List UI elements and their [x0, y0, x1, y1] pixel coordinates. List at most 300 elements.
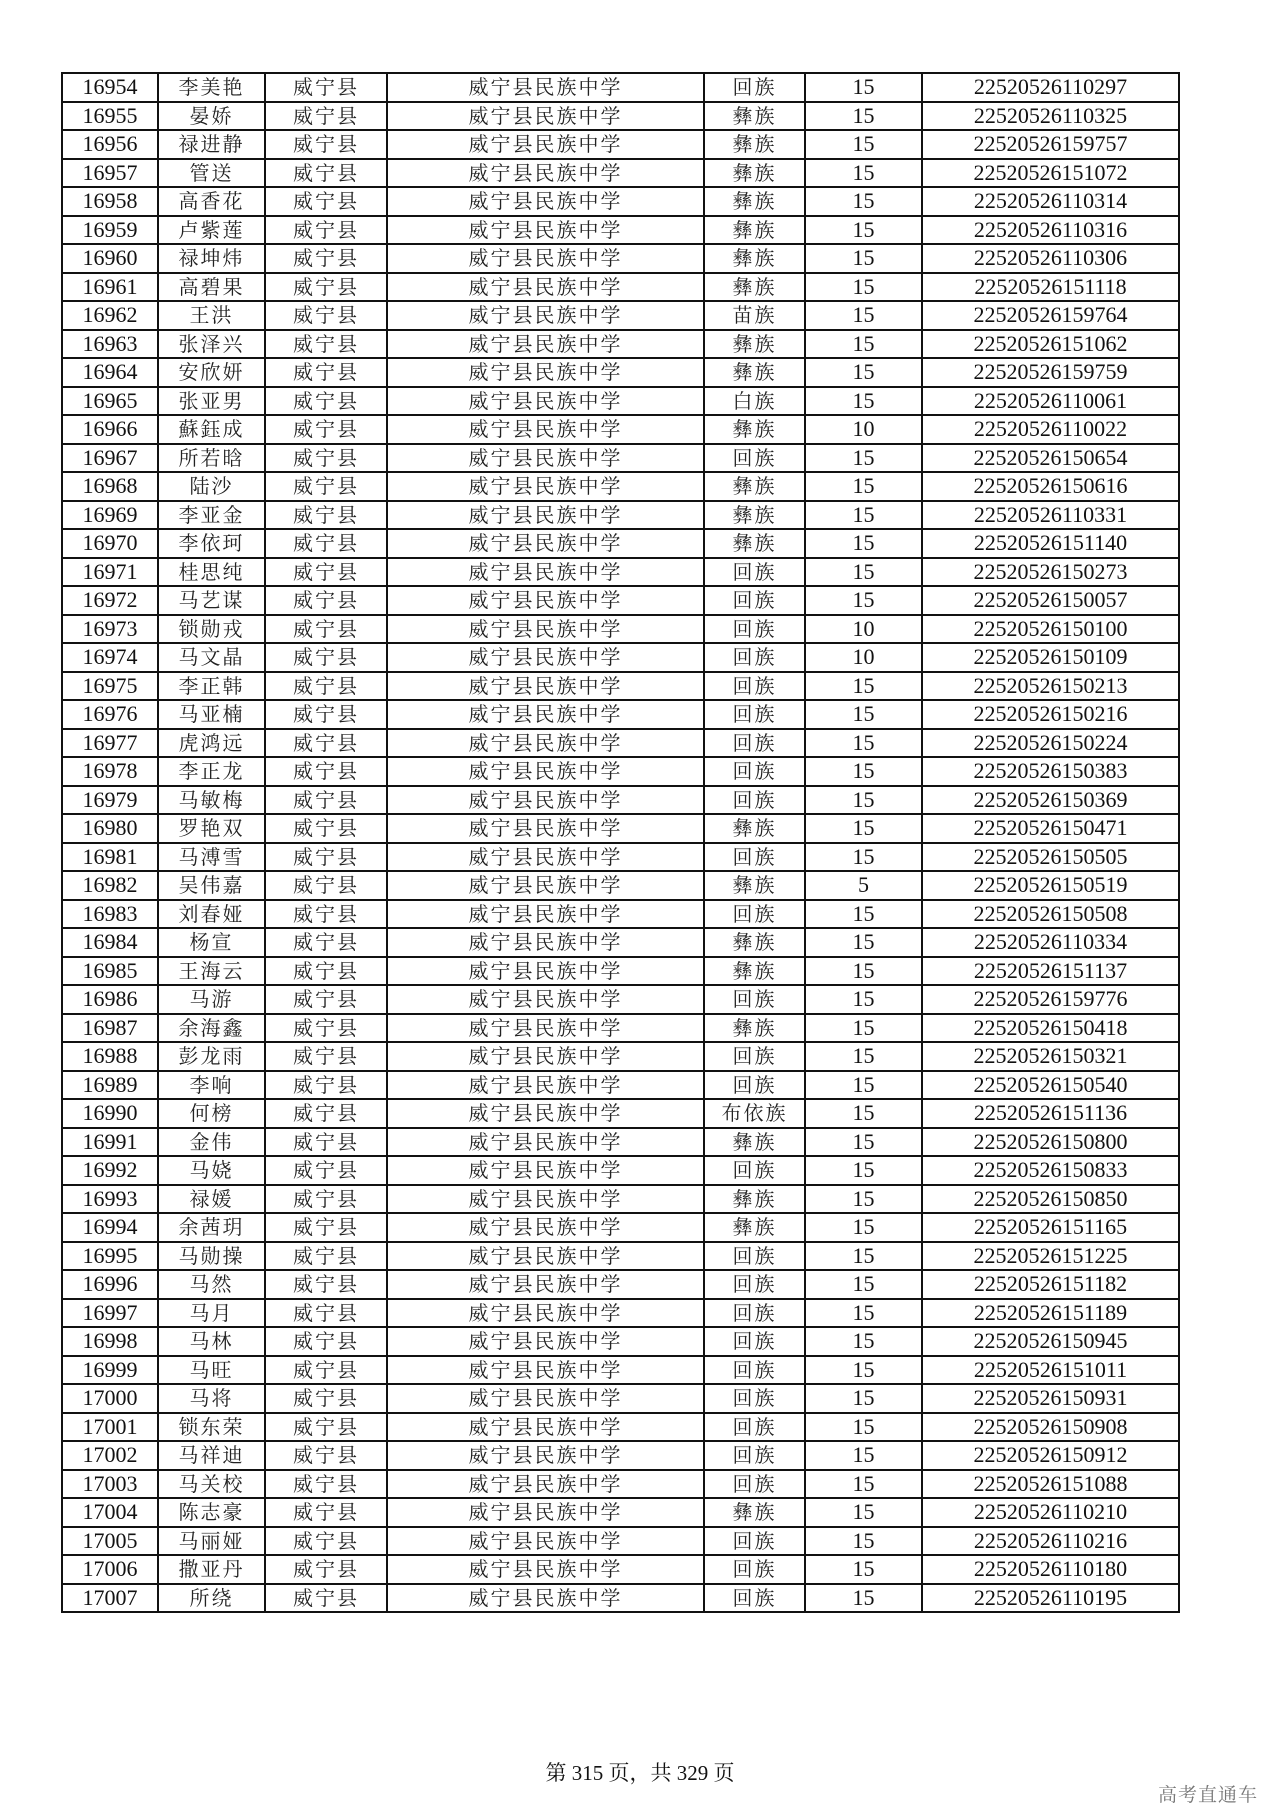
cell-eth: 回族 [704, 1441, 805, 1470]
cell-county: 威宁县 [265, 529, 387, 558]
cell-school: 威宁县民族中学 [387, 1527, 704, 1556]
cell-exam-id: 22520526151189 [922, 1299, 1179, 1328]
cell-name: 马艺谋 [158, 586, 265, 615]
cell-seq: 16983 [62, 900, 158, 929]
cell-county: 威宁县 [265, 1584, 387, 1613]
cell-score: 10 [805, 643, 922, 672]
cell-county: 威宁县 [265, 1498, 387, 1527]
table-row [62, 1213, 1179, 1242]
cell-school: 威宁县民族中学 [387, 700, 704, 729]
cell-exam-id: 22520526151118 [922, 273, 1179, 302]
cell-seq: 16987 [62, 1014, 158, 1043]
cell-seq: 16956 [62, 130, 158, 159]
cell-exam-id: 22520526150931 [922, 1384, 1179, 1413]
cell-score: 15 [805, 700, 922, 729]
cell-county: 威宁县 [265, 415, 387, 444]
cell-eth: 彝族 [704, 1014, 805, 1043]
cell-name: 马丽娅 [158, 1527, 265, 1556]
cell-name: 张泽兴 [158, 330, 265, 359]
table-row [62, 1014, 1179, 1043]
cell-seq: 16978 [62, 757, 158, 786]
roster-table-body [62, 73, 1179, 1612]
table-row [62, 501, 1179, 530]
cell-seq: 16995 [62, 1242, 158, 1271]
cell-seq: 16975 [62, 672, 158, 701]
cell-score: 15 [805, 187, 922, 216]
table-row [62, 700, 1179, 729]
cell-county: 威宁县 [265, 1555, 387, 1584]
cell-eth: 回族 [704, 1356, 805, 1385]
cell-seq: 16997 [62, 1299, 158, 1328]
cell-eth: 回族 [704, 843, 805, 872]
cell-county: 威宁县 [265, 985, 387, 1014]
cell-county: 威宁县 [265, 387, 387, 416]
table-row [62, 814, 1179, 843]
cell-score: 15 [805, 957, 922, 986]
table-row [62, 1527, 1179, 1556]
cell-name: 高香花 [158, 187, 265, 216]
cell-school: 威宁县民族中学 [387, 1099, 704, 1128]
cell-exam-id: 22520526151225 [922, 1242, 1179, 1271]
cell-eth: 回族 [704, 1470, 805, 1499]
cell-county: 威宁县 [265, 102, 387, 131]
cell-school: 威宁县民族中学 [387, 843, 704, 872]
cell-name: 吴伟嘉 [158, 871, 265, 900]
cell-county: 威宁县 [265, 558, 387, 587]
cell-name: 马游 [158, 985, 265, 1014]
table-row [62, 672, 1179, 701]
cell-eth: 回族 [704, 73, 805, 102]
cell-score: 15 [805, 757, 922, 786]
cell-score: 15 [805, 1584, 922, 1613]
cell-score: 15 [805, 672, 922, 701]
cell-exam-id: 22520526151136 [922, 1099, 1179, 1128]
cell-eth: 彝族 [704, 529, 805, 558]
cell-name: 李响 [158, 1071, 265, 1100]
cell-school: 威宁县民族中学 [387, 273, 704, 302]
cell-county: 威宁县 [265, 159, 387, 188]
cell-school: 威宁县民族中学 [387, 672, 704, 701]
cell-school: 威宁县民族中学 [387, 444, 704, 473]
cell-school: 威宁县民族中学 [387, 643, 704, 672]
cell-score: 15 [805, 786, 922, 815]
cell-name: 李亚金 [158, 501, 265, 530]
cell-exam-id: 22520526150616 [922, 472, 1179, 501]
cell-score: 15 [805, 244, 922, 273]
table-row [62, 615, 1179, 644]
cell-seq: 16972 [62, 586, 158, 615]
cell-school: 威宁县民族中学 [387, 415, 704, 444]
cell-eth: 彝族 [704, 957, 805, 986]
cell-school: 威宁县民族中学 [387, 1156, 704, 1185]
cell-score: 15 [805, 1156, 922, 1185]
cell-seq: 16989 [62, 1071, 158, 1100]
cell-seq: 16986 [62, 985, 158, 1014]
cell-county: 威宁县 [265, 700, 387, 729]
table-row [62, 187, 1179, 216]
cell-county: 威宁县 [265, 1242, 387, 1271]
table-row [62, 757, 1179, 786]
cell-school: 威宁县民族中学 [387, 1042, 704, 1071]
table-row [62, 387, 1179, 416]
cell-exam-id: 22520526151165 [922, 1213, 1179, 1242]
cell-score: 15 [805, 1185, 922, 1214]
cell-county: 威宁县 [265, 871, 387, 900]
cell-eth: 彝族 [704, 871, 805, 900]
cell-exam-id: 22520526150505 [922, 843, 1179, 872]
cell-exam-id: 22520526159776 [922, 985, 1179, 1014]
cell-county: 威宁县 [265, 586, 387, 615]
cell-eth: 彝族 [704, 1213, 805, 1242]
cell-county: 威宁县 [265, 1384, 387, 1413]
cell-seq: 17005 [62, 1527, 158, 1556]
cell-eth: 回族 [704, 729, 805, 758]
cell-score: 15 [805, 1498, 922, 1527]
cell-exam-id: 22520526110314 [922, 187, 1179, 216]
cell-eth: 回族 [704, 757, 805, 786]
cell-score: 15 [805, 1470, 922, 1499]
cell-score: 15 [805, 1441, 922, 1470]
cell-score: 15 [805, 1014, 922, 1043]
cell-county: 威宁县 [265, 786, 387, 815]
cell-name: 杨宣 [158, 928, 265, 957]
cell-county: 威宁县 [265, 957, 387, 986]
cell-name: 晏娇 [158, 102, 265, 131]
table-row [62, 1242, 1179, 1271]
cell-exam-id: 22520526150945 [922, 1327, 1179, 1356]
cell-score: 15 [805, 102, 922, 131]
cell-name: 马文晶 [158, 643, 265, 672]
cell-eth: 彝族 [704, 130, 805, 159]
cell-eth: 彝族 [704, 415, 805, 444]
table-row [62, 1555, 1179, 1584]
cell-school: 威宁县民族中学 [387, 244, 704, 273]
table-row [62, 244, 1179, 273]
table-row [62, 1299, 1179, 1328]
cell-name: 李正龙 [158, 757, 265, 786]
cell-school: 威宁县民族中学 [387, 1356, 704, 1385]
cell-eth: 回族 [704, 1413, 805, 1442]
cell-seq: 16980 [62, 814, 158, 843]
cell-school: 威宁县民族中学 [387, 985, 704, 1014]
table-row [62, 1327, 1179, 1356]
cell-name: 马勋操 [158, 1242, 265, 1271]
cell-county: 威宁县 [265, 814, 387, 843]
cell-seq: 16968 [62, 472, 158, 501]
cell-score: 15 [805, 1555, 922, 1584]
cell-score: 15 [805, 1270, 922, 1299]
cell-score: 15 [805, 273, 922, 302]
cell-county: 威宁县 [265, 843, 387, 872]
cell-exam-id: 22520526110180 [922, 1555, 1179, 1584]
table-row [62, 729, 1179, 758]
cell-seq: 16973 [62, 615, 158, 644]
table-row [62, 330, 1179, 359]
cell-seq: 17001 [62, 1413, 158, 1442]
cell-county: 威宁县 [265, 757, 387, 786]
cell-exam-id: 22520526151011 [922, 1356, 1179, 1385]
cell-county: 威宁县 [265, 1327, 387, 1356]
cell-name: 李依珂 [158, 529, 265, 558]
cell-seq: 17000 [62, 1384, 158, 1413]
table-row [62, 472, 1179, 501]
cell-seq: 16979 [62, 786, 158, 815]
table-row [62, 301, 1179, 330]
cell-name: 李正韩 [158, 672, 265, 701]
cell-score: 15 [805, 1413, 922, 1442]
table-row [62, 1071, 1179, 1100]
cell-school: 威宁县民族中学 [387, 1128, 704, 1157]
table-row [62, 900, 1179, 929]
table-row [62, 1042, 1179, 1071]
cell-score: 15 [805, 130, 922, 159]
table-row [62, 928, 1179, 957]
table-row [62, 1356, 1179, 1385]
cell-name: 所绕 [158, 1584, 265, 1613]
table-row [62, 985, 1179, 1014]
table-row [62, 1441, 1179, 1470]
cell-seq: 16994 [62, 1213, 158, 1242]
watermark: 高考直通车 [1157, 1784, 1258, 1806]
roster-table [61, 72, 1180, 1613]
cell-county: 威宁县 [265, 1128, 387, 1157]
cell-eth: 苗族 [704, 301, 805, 330]
cell-seq: 16971 [62, 558, 158, 587]
cell-score: 15 [805, 729, 922, 758]
cell-seq: 16985 [62, 957, 158, 986]
cell-county: 威宁县 [265, 615, 387, 644]
cell-eth: 彝族 [704, 216, 805, 245]
cell-exam-id: 22520526151062 [922, 330, 1179, 359]
cell-score: 15 [805, 1213, 922, 1242]
cell-exam-id: 22520526110316 [922, 216, 1179, 245]
cell-county: 威宁县 [265, 1356, 387, 1385]
cell-eth: 回族 [704, 672, 805, 701]
cell-school: 威宁县民族中学 [387, 1441, 704, 1470]
cell-exam-id: 22520526150383 [922, 757, 1179, 786]
cell-eth: 回族 [704, 1042, 805, 1071]
cell-school: 威宁县民族中学 [387, 729, 704, 758]
cell-county: 威宁县 [265, 1470, 387, 1499]
cell-eth: 回族 [704, 444, 805, 473]
cell-county: 威宁县 [265, 900, 387, 929]
cell-county: 威宁县 [265, 1299, 387, 1328]
cell-score: 15 [805, 1299, 922, 1328]
cell-school: 威宁县民族中学 [387, 1413, 704, 1442]
cell-name: 卢紫莲 [158, 216, 265, 245]
cell-county: 威宁县 [265, 358, 387, 387]
cell-eth: 回族 [704, 1299, 805, 1328]
cell-eth: 彝族 [704, 501, 805, 530]
cell-eth: 回族 [704, 700, 805, 729]
cell-score: 15 [805, 73, 922, 102]
cell-school: 威宁县民族中学 [387, 1384, 704, 1413]
cell-seq: 17007 [62, 1584, 158, 1613]
cell-name: 罗艳双 [158, 814, 265, 843]
cell-eth: 回族 [704, 643, 805, 672]
cell-seq: 17004 [62, 1498, 158, 1527]
cell-exam-id: 22520526151137 [922, 957, 1179, 986]
cell-exam-id: 22520526150519 [922, 871, 1179, 900]
cell-score: 15 [805, 501, 922, 530]
cell-exam-id: 22520526150800 [922, 1128, 1179, 1157]
cell-name: 撒亚丹 [158, 1555, 265, 1584]
cell-exam-id: 22520526159757 [922, 130, 1179, 159]
cell-seq: 16984 [62, 928, 158, 957]
cell-name: 何榜 [158, 1099, 265, 1128]
cell-eth: 彝族 [704, 187, 805, 216]
cell-score: 15 [805, 301, 922, 330]
cell-eth: 彝族 [704, 159, 805, 188]
cell-exam-id: 22520526110334 [922, 928, 1179, 957]
cell-seq: 16988 [62, 1042, 158, 1071]
cell-name: 蘇鈺成 [158, 415, 265, 444]
cell-school: 威宁县民族中学 [387, 1071, 704, 1100]
cell-county: 威宁县 [265, 501, 387, 530]
table-row [62, 1156, 1179, 1185]
cell-county: 威宁县 [265, 928, 387, 957]
table-row [62, 415, 1179, 444]
cell-name: 高碧果 [158, 273, 265, 302]
cell-school: 威宁县民族中学 [387, 1270, 704, 1299]
table-row [62, 643, 1179, 672]
cell-school: 威宁县民族中学 [387, 1584, 704, 1613]
cell-exam-id: 22520526150833 [922, 1156, 1179, 1185]
cell-name: 马娆 [158, 1156, 265, 1185]
cell-seq: 16993 [62, 1185, 158, 1214]
cell-score: 15 [805, 1128, 922, 1157]
cell-eth: 彝族 [704, 1498, 805, 1527]
cell-seq: 16990 [62, 1099, 158, 1128]
cell-seq: 16981 [62, 843, 158, 872]
table-row [62, 1270, 1179, 1299]
cell-name: 禄媛 [158, 1185, 265, 1214]
cell-exam-id: 22520526150057 [922, 586, 1179, 615]
table-row [62, 1498, 1179, 1527]
cell-name: 马亚楠 [158, 700, 265, 729]
cell-seq: 16966 [62, 415, 158, 444]
cell-eth: 回族 [704, 1327, 805, 1356]
cell-eth: 回族 [704, 1584, 805, 1613]
table-row [62, 558, 1179, 587]
cell-county: 威宁县 [265, 1156, 387, 1185]
cell-eth: 回族 [704, 615, 805, 644]
cell-county: 威宁县 [265, 1213, 387, 1242]
table-row [62, 273, 1179, 302]
cell-score: 15 [805, 586, 922, 615]
cell-score: 10 [805, 415, 922, 444]
cell-school: 威宁县民族中学 [387, 529, 704, 558]
cell-county: 威宁县 [265, 1185, 387, 1214]
table-row [62, 1470, 1179, 1499]
cell-score: 15 [805, 1099, 922, 1128]
cell-seq: 16957 [62, 159, 158, 188]
cell-school: 威宁县民族中学 [387, 187, 704, 216]
cell-name: 锁东荣 [158, 1413, 265, 1442]
cell-name: 陆沙 [158, 472, 265, 501]
cell-score: 10 [805, 615, 922, 644]
cell-seq: 16960 [62, 244, 158, 273]
cell-score: 15 [805, 1327, 922, 1356]
cell-school: 威宁县民族中学 [387, 615, 704, 644]
cell-score: 15 [805, 472, 922, 501]
cell-seq: 17003 [62, 1470, 158, 1499]
cell-name: 锁勋戎 [158, 615, 265, 644]
cell-name: 马将 [158, 1384, 265, 1413]
table-row [62, 1185, 1179, 1214]
cell-exam-id: 22520526150100 [922, 615, 1179, 644]
cell-county: 威宁县 [265, 244, 387, 273]
cell-exam-id: 22520526159759 [922, 358, 1179, 387]
cell-exam-id: 22520526150540 [922, 1071, 1179, 1100]
cell-exam-id: 22520526150508 [922, 900, 1179, 929]
cell-name: 马祥迪 [158, 1441, 265, 1470]
cell-exam-id: 22520526150654 [922, 444, 1179, 473]
cell-eth: 彝族 [704, 814, 805, 843]
table-row [62, 1584, 1179, 1613]
cell-seq: 16965 [62, 387, 158, 416]
cell-school: 威宁县民族中学 [387, 757, 704, 786]
cell-county: 威宁县 [265, 672, 387, 701]
cell-school: 威宁县民族中学 [387, 900, 704, 929]
cell-eth: 彝族 [704, 1128, 805, 1157]
cell-score: 15 [805, 387, 922, 416]
cell-county: 威宁县 [265, 1527, 387, 1556]
cell-seq: 16955 [62, 102, 158, 131]
cell-seq: 16977 [62, 729, 158, 758]
cell-score: 15 [805, 1527, 922, 1556]
cell-eth: 回族 [704, 786, 805, 815]
cell-exam-id: 22520526150908 [922, 1413, 1179, 1442]
cell-score: 15 [805, 1042, 922, 1071]
cell-school: 威宁县民族中学 [387, 558, 704, 587]
cell-school: 威宁县民族中学 [387, 73, 704, 102]
cell-county: 威宁县 [265, 273, 387, 302]
cell-county: 威宁县 [265, 1071, 387, 1100]
cell-seq: 16976 [62, 700, 158, 729]
cell-school: 威宁县民族中学 [387, 814, 704, 843]
table-row [62, 871, 1179, 900]
cell-name: 李美艳 [158, 73, 265, 102]
cell-exam-id: 22520526110022 [922, 415, 1179, 444]
cell-name: 王洪 [158, 301, 265, 330]
cell-name: 余茜玥 [158, 1213, 265, 1242]
cell-exam-id: 22520526110195 [922, 1584, 1179, 1613]
cell-school: 威宁县民族中学 [387, 1185, 704, 1214]
cell-name: 刘春娅 [158, 900, 265, 929]
table-row [62, 586, 1179, 615]
cell-seq: 16961 [62, 273, 158, 302]
cell-exam-id: 22520526150216 [922, 700, 1179, 729]
cell-school: 威宁县民族中学 [387, 1213, 704, 1242]
cell-exam-id: 22520526150912 [922, 1441, 1179, 1470]
cell-school: 威宁县民族中学 [387, 1014, 704, 1043]
cell-exam-id: 22520526110331 [922, 501, 1179, 530]
cell-school: 威宁县民族中学 [387, 1470, 704, 1499]
cell-score: 15 [805, 529, 922, 558]
cell-school: 威宁县民族中学 [387, 786, 704, 815]
cell-name: 马林 [158, 1327, 265, 1356]
cell-score: 15 [805, 985, 922, 1014]
cell-county: 威宁县 [265, 216, 387, 245]
cell-exam-id: 22520526150224 [922, 729, 1179, 758]
cell-exam-id: 22520526110306 [922, 244, 1179, 273]
cell-score: 15 [805, 358, 922, 387]
cell-school: 威宁县民族中学 [387, 1555, 704, 1584]
cell-eth: 回族 [704, 558, 805, 587]
cell-score: 15 [805, 814, 922, 843]
cell-seq: 16998 [62, 1327, 158, 1356]
